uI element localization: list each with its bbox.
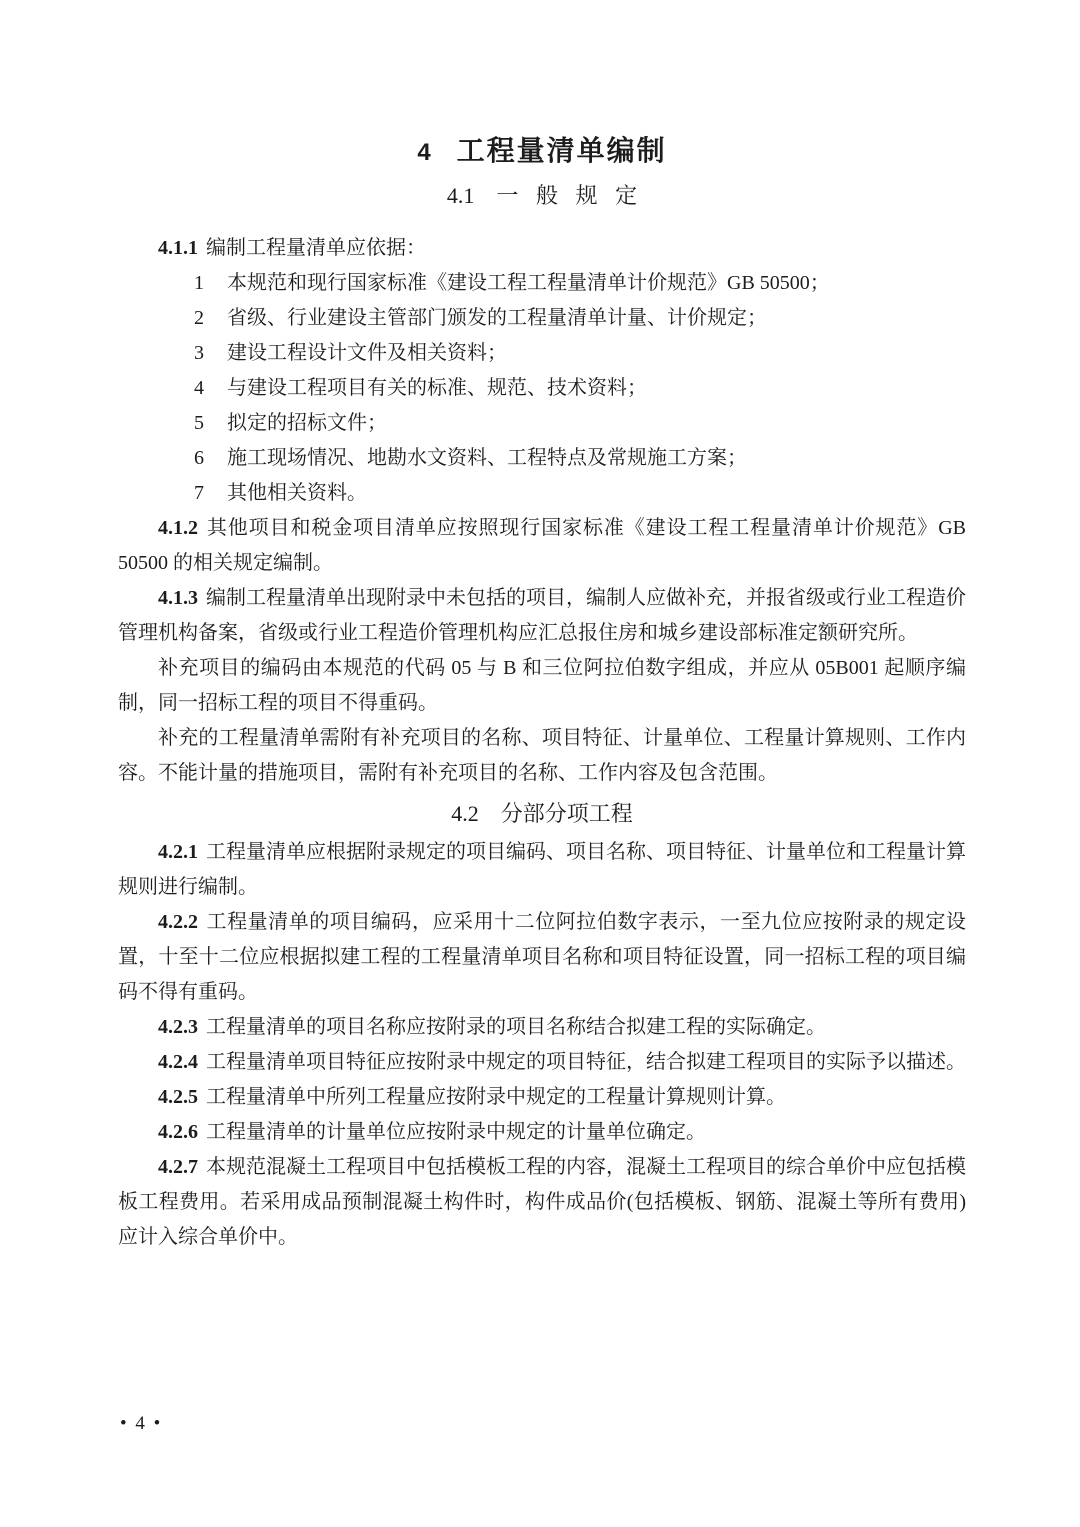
list-item [194, 441, 966, 476]
clause-4-2-3 [118, 1010, 966, 1045]
list-item-text: 拟定的招标文件； [227, 412, 387, 434]
chapter-number: 4 [417, 139, 431, 166]
clause-4-1-1-text: 编制工程量清单应依据： [206, 237, 426, 259]
clause-4-2-2 [118, 905, 966, 1010]
list-item-text: 建设工程设计文件及相关资料； [227, 342, 507, 364]
supplement-content-paragraph: 补充的工程量清单需附有补充项目的名称、项目特征、计量单位、工程量计算规则、工作内容。不能计量的措施项目，需附有补充项目的名称、工作内容及包含范围。 [118, 727, 966, 784]
clause-4-1-2-label: 4.1.2 [158, 517, 198, 539]
clause-4-2-2-text: 工程量清单的项目编码，应采用十二位阿拉伯数字表示，一至九位应按附录的规定设置，十至十二位应根据拟建工程的工程量清单项目名称和项目特征设置，同一招标工程的项目编码不得有重码。 [118, 911, 966, 1003]
clause-4-2-1-text: 工程量清单应根据附录规定的项目编码、项目名称、项目特征、计量单位和工程量计算规则进行编制。 [118, 841, 966, 898]
clause-4-2-4-text: 工程量清单项目特征应按附录中规定的项目特征，结合拟建工程项目的实际予以描述。 [206, 1051, 966, 1073]
list-item [194, 476, 966, 511]
clause-4-2-1 [118, 835, 966, 905]
clause-4-2-6-label: 4.2.6 [158, 1121, 198, 1143]
clause-4-2-7 [118, 1150, 966, 1255]
clause-4-1-3 [118, 581, 966, 651]
clause-4-2-7-text: 本规范混凝土工程项目中包括模板工程的内容，混凝土工程项目的综合单价中应包括模板工程费用。若采用成品预制混凝土构件时，构件成品价(包括模板、钢筋、混凝土等所有费用)应计入综合单价中。 [118, 1156, 966, 1248]
list-item [194, 266, 966, 301]
clause-4-2-5 [118, 1080, 966, 1115]
list-item [194, 406, 966, 441]
list-item-number: 4 [194, 377, 204, 399]
list-item-number: 5 [194, 412, 204, 434]
list-item-text: 施工现场情况、地勘水文资料、工程特点及常规施工方案； [227, 447, 747, 469]
list-item [194, 371, 966, 406]
dependency-list [118, 266, 966, 511]
clause-4-2-5-label: 4.2.5 [158, 1086, 198, 1108]
list-item [194, 336, 966, 371]
chapter-title [118, 134, 966, 171]
list-item-number: 7 [194, 482, 204, 504]
list-item-number: 2 [194, 307, 204, 329]
clause-4-1-2 [118, 511, 966, 581]
clause-4-2-4-label: 4.2.4 [158, 1051, 198, 1073]
section-4-1-title: 一 般 规 定 [496, 183, 638, 208]
page-number: • 4 • [120, 1413, 163, 1434]
clause-4-2-7-label: 4.2.7 [158, 1156, 198, 1178]
section-4-1-number: 4.1 [446, 183, 475, 208]
clause-4-1-2-text: 其他项目和税金项目清单应按照现行国家标准《建设工程工程量清单计价规范》GB 50500 的相关规定编制。 [118, 517, 966, 574]
clause-4-2-1-label: 4.2.1 [158, 841, 198, 863]
list-item-number: 1 [194, 272, 204, 294]
page-content [118, 134, 966, 1255]
list-item-text: 省级、行业建设主管部门颁发的工程量清单计量、计价规定； [227, 307, 767, 329]
clause-4-1-1 [118, 231, 966, 266]
clause-4-2-3-label: 4.2.3 [158, 1016, 198, 1038]
clause-4-2-2-label: 4.2.2 [158, 911, 198, 933]
clause-4-2-6-text: 工程量清单的计量单位应按附录中规定的计量单位确定。 [206, 1121, 706, 1143]
list-item [194, 301, 966, 336]
clause-4-1-1-label: 4.1.1 [158, 237, 198, 259]
list-item-text: 与建设工程项目有关的标准、规范、技术资料； [227, 377, 647, 399]
clause-4-2-6 [118, 1115, 966, 1150]
clause-4-2-4 [118, 1045, 966, 1080]
list-item-text: 其他相关资料。 [227, 482, 367, 504]
section-4-1-heading [118, 181, 966, 211]
clause-4-2-5-text: 工程量清单中所列工程量应按附录中规定的工程量计算规则计算。 [206, 1086, 786, 1108]
list-item-number: 3 [194, 342, 204, 364]
clause-4-2-3-text: 工程量清单的项目名称应按附录的项目名称结合拟建工程的实际确定。 [206, 1016, 826, 1038]
list-item-number: 6 [194, 447, 204, 469]
section-4-2-heading [118, 799, 966, 829]
clause-4-1-3-label: 4.1.3 [158, 587, 198, 609]
chapter-title-text: 工程量清单编制 [456, 136, 667, 167]
supplement-code-paragraph: 补充项目的编码由本规范的代码 05 与 B 和三位阿拉伯数字组成，并应从 05B001 起顺序编制，同一招标工程的项目不得重码。 [118, 657, 966, 714]
clause-4-1-3-text: 编制工程量清单出现附录中未包括的项目，编制人应做补充，并报省级或行业工程造价管理机构备案，省级或行业工程造价管理机构应汇总报住房和城乡建设部标准定额研究所。 [118, 587, 966, 644]
section-4-2-number: 4.2 [451, 801, 479, 826]
section-4-2-title: 分部分项工程 [500, 801, 633, 826]
list-item-text: 本规范和现行国家标准《建设工程工程量清单计价规范》GB 50500； [227, 272, 830, 294]
